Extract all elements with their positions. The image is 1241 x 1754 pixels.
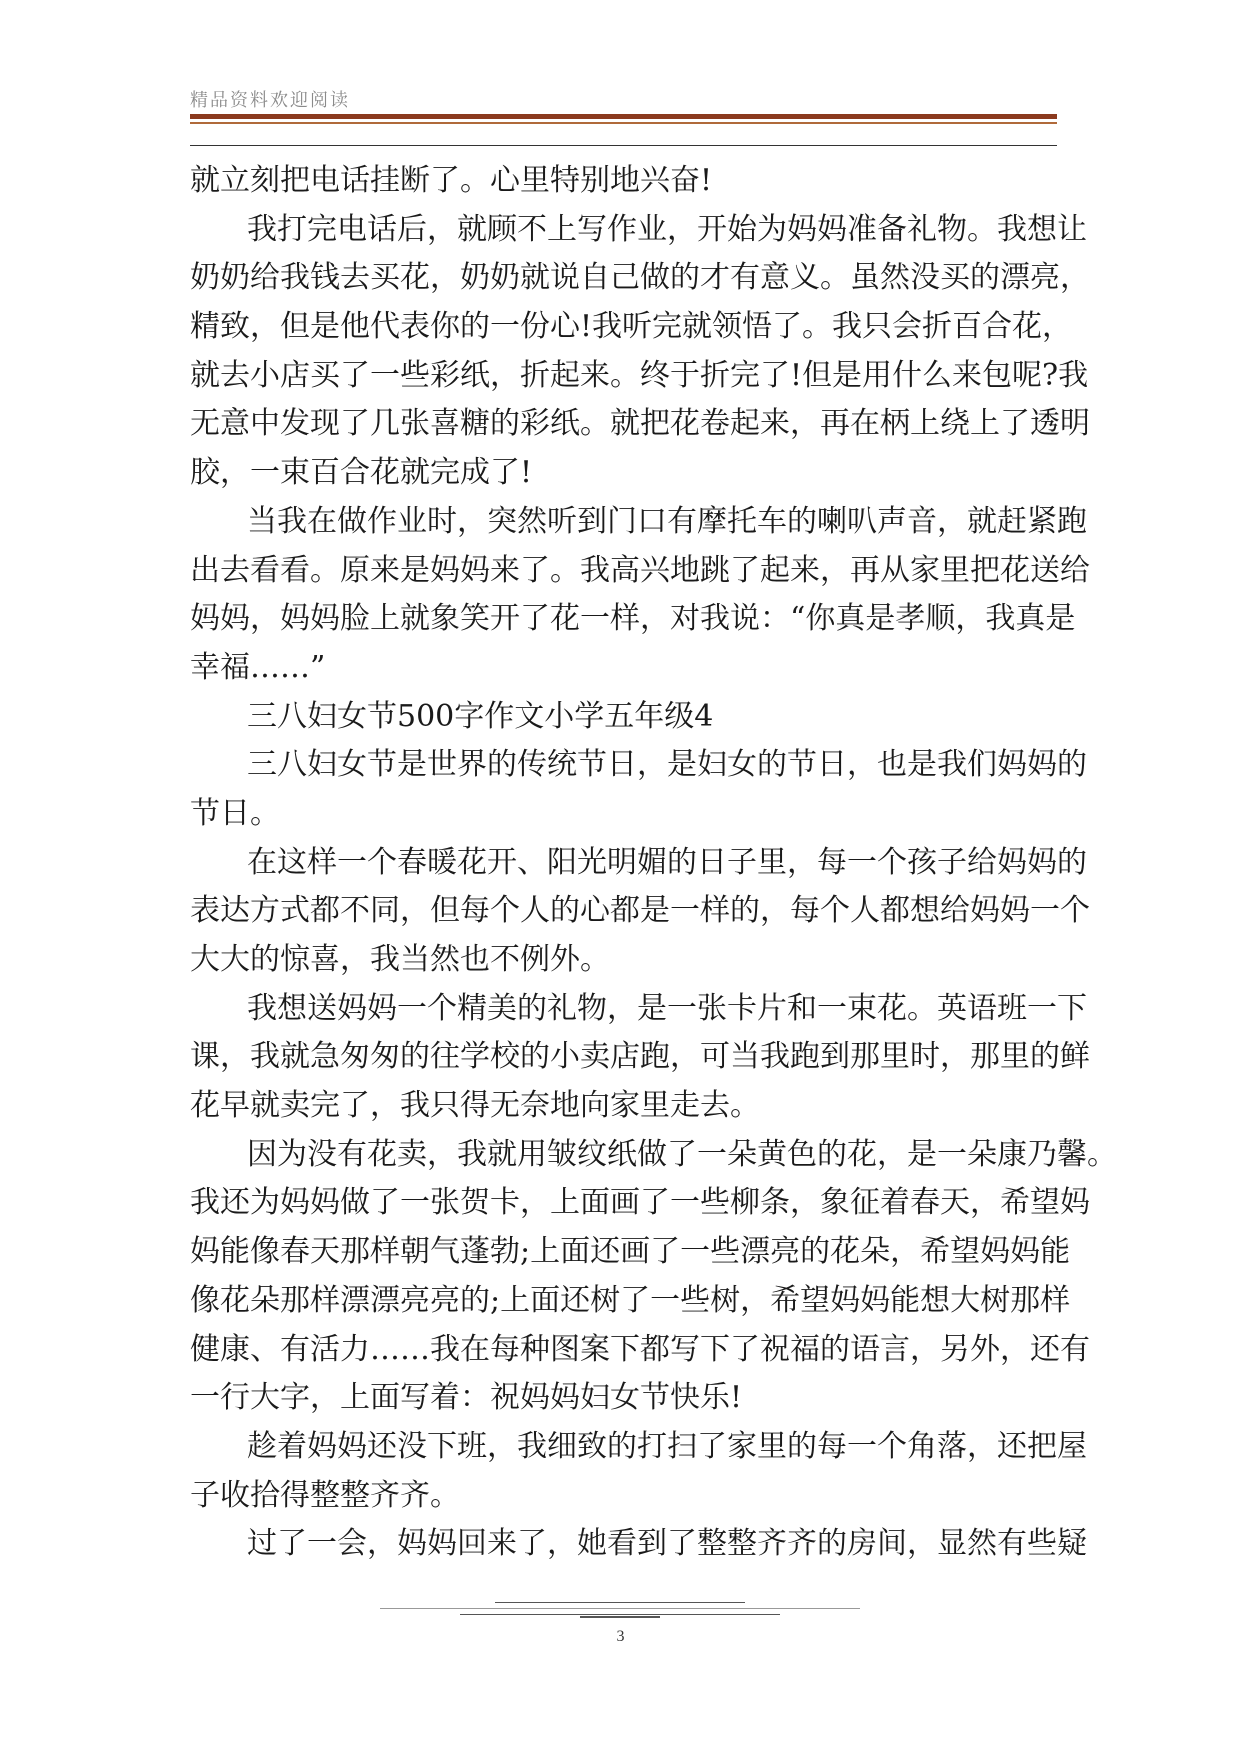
section-title: 三八妇女节500字作文小学五年级4: [247, 698, 714, 734]
footer-rule: [495, 1602, 745, 1603]
text-line: 我打完电话后，就顾不上写作业，开始为妈妈准备礼物。我想让: [247, 211, 1087, 247]
text-line: 幸福……”: [190, 649, 326, 685]
header-rule-accent: [190, 122, 1057, 124]
text-line: 奶奶给我钱去买花，奶奶就说自己做的才有意义。虽然没买的漂亮，: [190, 260, 1090, 296]
footer-rule: [380, 1608, 860, 1609]
text-line: 就立刻把电话挂断了。心里特别地兴奋!: [190, 163, 713, 198]
text-line: 就去小店买了一些彩纸，折起来。终于折完了!但是用什么来包呢?我: [190, 357, 1089, 393]
text-line: 三八妇女节是世界的传统节日，是妇女的节日，也是我们妈妈的: [247, 747, 1087, 783]
text-line: 胶，一束百合花就完成了!: [190, 455, 533, 491]
text-line: 过了一会，妈妈回来了，她看到了整整齐齐的房间，显然有些疑: [247, 1526, 1087, 1562]
text-line: 精致，但是他代表你的一份心!我听完就领悟了。我只会折百合花，: [190, 309, 1073, 345]
text-line: 子收拾得整整齐齐。: [190, 1477, 460, 1513]
text-line: 出去看看。原来是妈妈来了。我高兴地跳了起来，再从家里把花送给: [190, 552, 1090, 588]
text-line: 花早就卖完了，我只得无奈地向家里走去。: [190, 1088, 760, 1124]
text-line: 当我在做作业时，突然听到门口有摩托车的喇叭声音，就赶紧跑: [247, 503, 1087, 539]
text-line: 因为没有花卖，我就用皱纹纸做了一朵黄色的花，是一朵康乃馨。: [247, 1136, 1117, 1172]
text-line: 节日。: [190, 795, 280, 831]
text-line: 趁着妈妈还没下班，我细致的打扫了家里的每一个角落，还把屋: [247, 1428, 1087, 1464]
header-rule-thick: [190, 114, 1057, 119]
text-line: 无意中发现了几张喜糖的彩纸。就把花卷起来，再在柄上绕上了透明: [190, 406, 1090, 442]
text-line: 妈妈，妈妈脸上就象笑开了花一样，对我说：“你真是孝顺，我真是: [190, 601, 1076, 637]
text-line: 妈能像春天那样朝气蓬勃;上面还画了一些漂亮的花朵，希望妈妈能: [190, 1234, 1071, 1270]
header-rule-thin: [190, 145, 1057, 146]
text-line: 我想送妈妈一个精美的礼物，是一张卡片和一束花。英语班一下: [247, 990, 1087, 1026]
text-line: 我还为妈妈做了一张贺卡，上面画了一些柳条，象征着春天，希望妈: [190, 1185, 1090, 1221]
text-line: 在这样一个春暖花开、阳光明媚的日子里，每一个孩子给妈妈的: [247, 844, 1087, 880]
text-line: 表达方式都不同，但每个人的心都是一样的，每个人都想给妈妈一个: [190, 893, 1090, 929]
text-line: 像花朵那样漂漂亮亮的;上面还树了一些树，希望妈妈能想大树那样: [190, 1282, 1071, 1318]
footer-rule: [580, 1616, 660, 1618]
text-line: 大大的惊喜，我当然也不例外。: [190, 942, 610, 977]
text-line: 健康、有活力……我在每种图案下都写下了祝福的语言，另外，还有: [190, 1331, 1090, 1367]
body-text: [190, 157, 1117, 1569]
text-line: 一行大字，上面写着：祝妈妈妇女节快乐!: [190, 1380, 743, 1416]
footer-rule: [460, 1614, 780, 1615]
running-header: 精品资料欢迎阅读: [190, 90, 350, 111]
page-number: 3: [616, 1628, 625, 1645]
text-line: 课，我就急匆匆的往学校的小卖店跑，可当我跑到那里时，那里的鲜: [190, 1039, 1090, 1075]
